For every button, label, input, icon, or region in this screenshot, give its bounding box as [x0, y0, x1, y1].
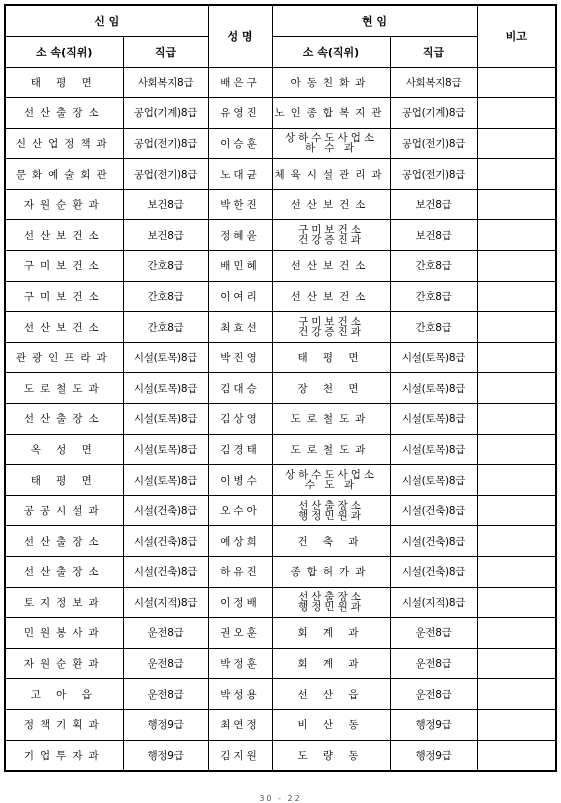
- name-cell: 배은구: [208, 67, 272, 98]
- remarks-cell: [477, 709, 556, 740]
- current-dept-line: 아동친화과: [290, 76, 372, 89]
- current-grade-cell: 운전8급: [390, 679, 477, 710]
- remarks-cell: [477, 434, 556, 465]
- name-cell: 박한진: [208, 189, 272, 220]
- remarks-cell: [477, 342, 556, 373]
- name-cell: 오수아: [208, 495, 272, 526]
- current-dept-cell: [272, 342, 390, 373]
- remarks-cell: [477, 648, 556, 679]
- name-cell: 김상영: [208, 404, 272, 435]
- new-grade-cell: 시설(건축)8급: [123, 526, 208, 557]
- current-dept-cell: [272, 434, 390, 465]
- name-cell: 박성용: [208, 679, 272, 710]
- current-dept-line: 선 산 읍: [297, 688, 365, 701]
- current-dept-cell: [272, 312, 390, 343]
- remarks-cell: [477, 159, 556, 190]
- table-row: [5, 618, 556, 649]
- table-row: [5, 557, 556, 588]
- name-cell: 이여리: [208, 281, 272, 312]
- current-dept-line: 선산출장소: [298, 591, 364, 604]
- current-grade-cell: 행정9급: [390, 740, 477, 771]
- remarks-cell: [477, 98, 556, 129]
- current-dept-line: 수 도 과: [304, 479, 358, 492]
- remarks-cell: [477, 373, 556, 404]
- name-cell: 박정훈: [208, 648, 272, 679]
- header-new-position: 신 임: [5, 5, 208, 36]
- personnel-table: [4, 4, 557, 772]
- current-grade-cell: 시설(토목)8급: [390, 342, 477, 373]
- current-dept-cell: [272, 281, 390, 312]
- new-dept-cell: 선산출장소: [5, 98, 123, 129]
- remarks-cell: [477, 587, 556, 618]
- new-dept-cell: 자원순환과: [5, 189, 123, 220]
- current-dept-cell: [272, 465, 390, 496]
- current-dept-line: 종합허가과: [290, 566, 372, 579]
- current-grade-cell: 간호8급: [390, 251, 477, 282]
- current-grade-cell: 보건8급: [390, 220, 477, 251]
- name-cell: 최효선: [208, 312, 272, 343]
- new-dept-cell: 토지정보과: [5, 587, 123, 618]
- new-dept-cell: 문화예술회관: [5, 159, 123, 190]
- remarks-cell: [477, 465, 556, 496]
- current-dept-line: 선산보건소: [290, 260, 372, 273]
- current-dept-line: 행정민원과: [298, 601, 364, 614]
- remarks-cell: [477, 312, 556, 343]
- current-dept-line: 선산보건소: [290, 290, 372, 303]
- current-grade-cell: 시설(토목)8급: [390, 373, 477, 404]
- current-dept-line: 비 산 동: [297, 719, 365, 732]
- new-grade-cell: 행정9급: [123, 709, 208, 740]
- new-dept-cell: 태 평 면: [5, 465, 123, 496]
- current-dept-line: 태 평 면: [297, 352, 365, 365]
- current-dept-cell: [272, 587, 390, 618]
- current-dept-cell: [272, 557, 390, 588]
- new-dept-cell: 신산업정책과: [5, 128, 123, 159]
- new-grade-cell: 시설(토목)8급: [123, 404, 208, 435]
- table-row: [5, 128, 556, 159]
- current-dept-line: 건강증진과: [298, 234, 364, 247]
- new-dept-cell: 선산보건소: [5, 312, 123, 343]
- new-dept-cell: 고 아 읍: [5, 679, 123, 710]
- current-dept-line: 구미보건소: [298, 316, 364, 329]
- new-grade-cell: 공업(기계)8급: [123, 98, 208, 129]
- current-dept-line: 건강증진과: [298, 326, 364, 339]
- name-cell: 이병수: [208, 465, 272, 496]
- remarks-cell: [477, 526, 556, 557]
- current-grade-cell: 사회복지8급: [390, 67, 477, 98]
- current-dept-cell: [272, 709, 390, 740]
- current-dept-line: 행정민원과: [298, 509, 364, 522]
- new-grade-cell: 시설(건축)8급: [123, 557, 208, 588]
- remarks-cell: [477, 281, 556, 312]
- current-dept-line: 선산출장소: [298, 499, 364, 512]
- current-grade-cell: 시설(건축)8급: [390, 557, 477, 588]
- table-header: [5, 5, 556, 67]
- current-dept-line: 도로철도과: [290, 413, 372, 426]
- page-number: 30 - 22: [259, 794, 302, 803]
- name-cell: 이승훈: [208, 128, 272, 159]
- table-row: [5, 373, 556, 404]
- current-dept-line: 장 천 면: [297, 382, 365, 395]
- new-grade-cell: 시설(건축)8급: [123, 495, 208, 526]
- remarks-cell: [477, 740, 556, 771]
- remarks-cell: [477, 618, 556, 649]
- new-grade-cell: 시설(지적)8급: [123, 587, 208, 618]
- new-grade-cell: 공업(전기)8급: [123, 159, 208, 190]
- current-dept-cell: [272, 98, 390, 129]
- table-row: [5, 587, 556, 618]
- new-dept-cell: 정책기획과: [5, 709, 123, 740]
- new-grade-cell: 사회복지8급: [123, 67, 208, 98]
- current-dept-cell: [272, 618, 390, 649]
- table-row: [5, 709, 556, 740]
- new-grade-cell: 시설(토목)8급: [123, 342, 208, 373]
- table-row: [5, 495, 556, 526]
- remarks-cell: [477, 67, 556, 98]
- table-row: [5, 740, 556, 771]
- name-cell: 이정배: [208, 587, 272, 618]
- new-dept-cell: 도로철도과: [5, 373, 123, 404]
- header-current-position: 현 임: [272, 5, 477, 36]
- new-grade-cell: 운전8급: [123, 648, 208, 679]
- name-cell: 박진영: [208, 342, 272, 373]
- current-dept-cell: [272, 648, 390, 679]
- table-row: [5, 679, 556, 710]
- current-dept-cell: [272, 67, 390, 98]
- current-dept-line: 상하수도사업소: [284, 132, 377, 145]
- header-new-dept: 소 속(직위): [5, 36, 123, 67]
- new-dept-cell: 구미보건소: [5, 281, 123, 312]
- current-dept-cell: [272, 495, 390, 526]
- name-cell: 권오훈: [208, 618, 272, 649]
- table-row: [5, 220, 556, 251]
- new-dept-cell: 태 평 면: [5, 67, 123, 98]
- new-grade-cell: 시설(토목)8급: [123, 465, 208, 496]
- current-dept-line: 구미보건소: [298, 224, 364, 237]
- current-grade-cell: 보건8급: [390, 189, 477, 220]
- name-cell: 김지원: [208, 740, 272, 771]
- new-dept-cell: 옥 성 면: [5, 434, 123, 465]
- new-dept-cell: 공공시설과: [5, 495, 123, 526]
- name-cell: 배민혜: [208, 251, 272, 282]
- new-grade-cell: 간호8급: [123, 251, 208, 282]
- current-grade-cell: 간호8급: [390, 281, 477, 312]
- current-grade-cell: 시설(토목)8급: [390, 465, 477, 496]
- current-dept-line: 도 량 동: [297, 749, 365, 762]
- name-cell: 김대승: [208, 373, 272, 404]
- table-row: [5, 648, 556, 679]
- table-row: [5, 159, 556, 190]
- remarks-cell: [477, 251, 556, 282]
- name-cell: 최연정: [208, 709, 272, 740]
- current-dept-cell: [272, 251, 390, 282]
- new-grade-cell: 간호8급: [123, 281, 208, 312]
- new-dept-cell: 선산출장소: [5, 404, 123, 435]
- current-dept-cell: [272, 679, 390, 710]
- header-current-dept: 소 속(직위): [272, 36, 390, 67]
- remarks-cell: [477, 557, 556, 588]
- current-grade-cell: 운전8급: [390, 618, 477, 649]
- table-row: [5, 526, 556, 557]
- header-current-grade: 직급: [390, 36, 477, 67]
- header-remarks: 비고: [477, 5, 556, 67]
- new-grade-cell: 공업(전기)8급: [123, 128, 208, 159]
- new-grade-cell: 행정9급: [123, 740, 208, 771]
- current-dept-line: 도로철도과: [290, 443, 372, 456]
- current-grade-cell: 시설(건축)8급: [390, 526, 477, 557]
- name-cell: 예상희: [208, 526, 272, 557]
- new-dept-cell: 선산출장소: [5, 557, 123, 588]
- current-grade-cell: 운전8급: [390, 648, 477, 679]
- new-dept-cell: 민원봉사과: [5, 618, 123, 649]
- current-dept-line: 회 계 과: [297, 658, 365, 671]
- new-dept-cell: 자원순환과: [5, 648, 123, 679]
- current-dept-cell: [272, 373, 390, 404]
- remarks-cell: [477, 128, 556, 159]
- current-dept-line: 상하수도사업소: [284, 469, 377, 482]
- current-dept-cell: [272, 159, 390, 190]
- new-dept-cell: 선산보건소: [5, 220, 123, 251]
- name-cell: 하유진: [208, 557, 272, 588]
- current-dept-cell: [272, 526, 390, 557]
- new-dept-cell: 구미보건소: [5, 251, 123, 282]
- current-grade-cell: 간호8급: [390, 312, 477, 343]
- current-grade-cell: 시설(토목)8급: [390, 434, 477, 465]
- name-cell: 유영진: [208, 98, 272, 129]
- new-dept-cell: 기업투자과: [5, 740, 123, 771]
- remarks-cell: [477, 220, 556, 251]
- current-grade-cell: 행정9급: [390, 709, 477, 740]
- remarks-cell: [477, 679, 556, 710]
- table-row: [5, 465, 556, 496]
- header-name: 성 명: [208, 5, 272, 67]
- current-grade-cell: 시설(지적)8급: [390, 587, 477, 618]
- new-grade-cell: 간호8급: [123, 312, 208, 343]
- remarks-cell: [477, 189, 556, 220]
- current-dept-cell: [272, 404, 390, 435]
- current-dept-cell: [272, 740, 390, 771]
- current-grade-cell: 공업(전기)8급: [390, 128, 477, 159]
- header-new-grade: 직급: [123, 36, 208, 67]
- name-cell: 정혜윤: [208, 220, 272, 251]
- new-grade-cell: 보건8급: [123, 189, 208, 220]
- new-grade-cell: 시설(토목)8급: [123, 434, 208, 465]
- current-grade-cell: 시설(토목)8급: [390, 404, 477, 435]
- current-dept-cell: [272, 220, 390, 251]
- current-dept-line: 체육시설관리과: [274, 168, 388, 181]
- table-row: [5, 312, 556, 343]
- table-row: [5, 281, 556, 312]
- new-dept-cell: 선산출장소: [5, 526, 123, 557]
- new-grade-cell: 운전8급: [123, 618, 208, 649]
- table-row: [5, 251, 556, 282]
- current-grade-cell: 공업(전기)8급: [390, 159, 477, 190]
- current-grade-cell: 공업(기계)8급: [390, 98, 477, 129]
- table-row: [5, 342, 556, 373]
- current-dept-line: 회 계 과: [297, 627, 365, 640]
- current-dept-cell: [272, 128, 390, 159]
- new-grade-cell: 보건8급: [123, 220, 208, 251]
- remarks-cell: [477, 495, 556, 526]
- table-row: [5, 434, 556, 465]
- new-grade-cell: 시설(토목)8급: [123, 373, 208, 404]
- table-row: [5, 67, 556, 98]
- current-dept-line: 선산보건소: [290, 199, 372, 212]
- table-body: [5, 67, 556, 771]
- name-cell: 김경태: [208, 434, 272, 465]
- table-row: [5, 404, 556, 435]
- table-row: [5, 98, 556, 129]
- current-grade-cell: 시설(건축)8급: [390, 495, 477, 526]
- remarks-cell: [477, 404, 556, 435]
- table-row: [5, 189, 556, 220]
- new-grade-cell: 운전8급: [123, 679, 208, 710]
- new-dept-cell: 관광인프라과: [5, 342, 123, 373]
- name-cell: 노대균: [208, 159, 272, 190]
- current-dept-line: 노인종합복지관: [274, 107, 388, 120]
- current-dept-line: 하 수 과: [304, 142, 358, 155]
- current-dept-cell: [272, 189, 390, 220]
- current-dept-line: 건 축 과: [297, 535, 365, 548]
